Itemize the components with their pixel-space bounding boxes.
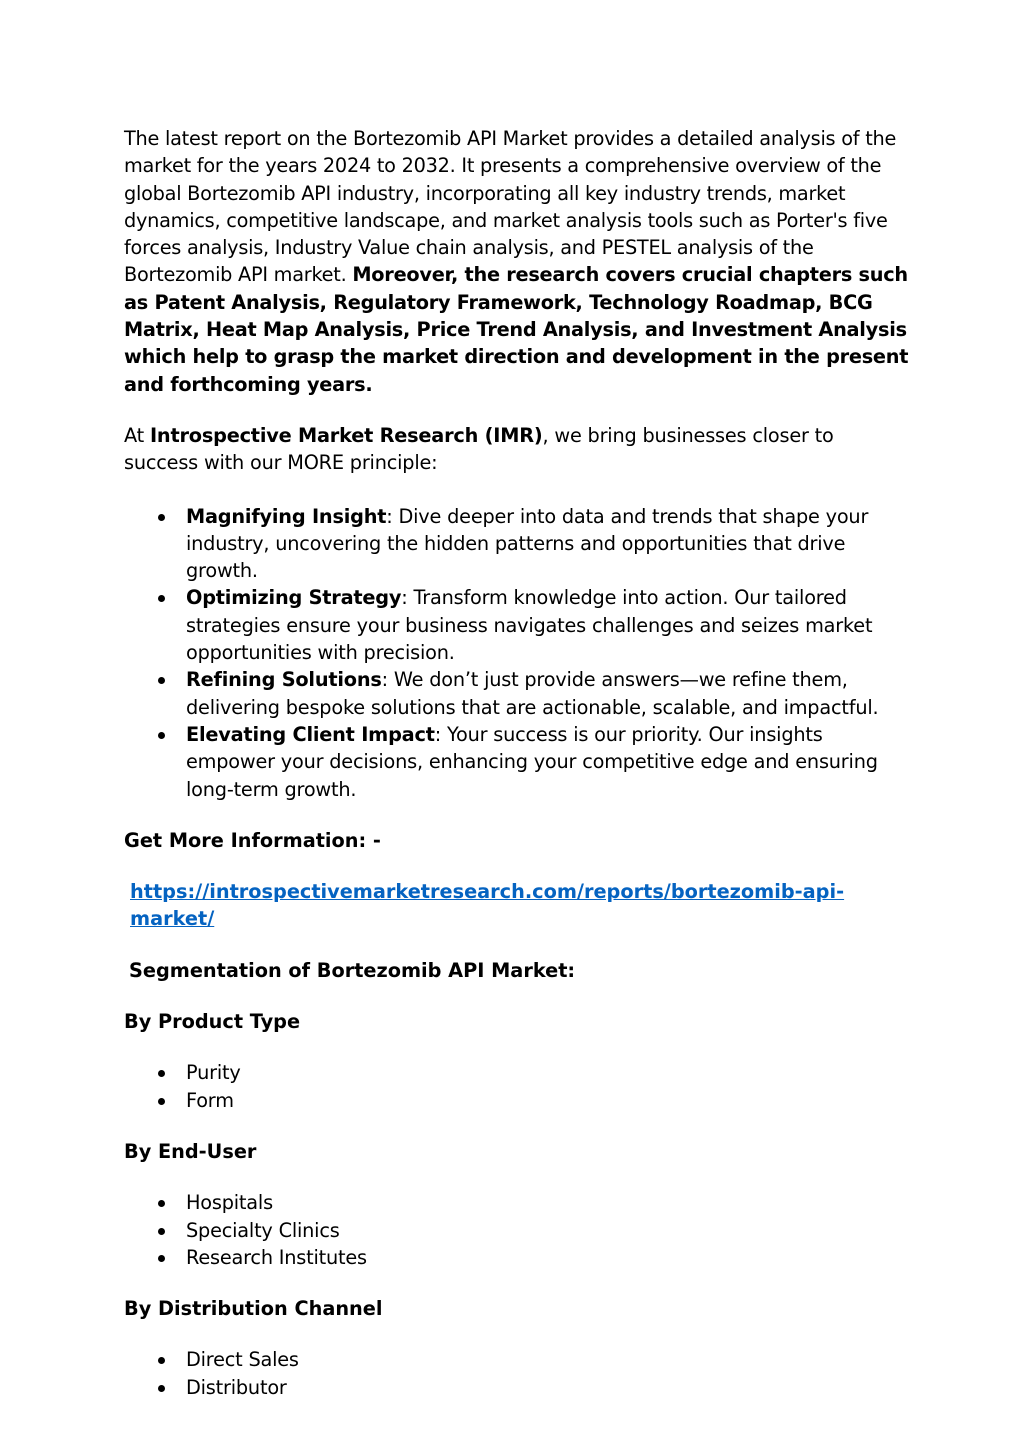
segmentation-title: Segmentation of Bortezomib API Market: xyxy=(129,958,576,982)
list-item xyxy=(124,721,909,803)
list-item-label: Direct Sales xyxy=(186,1348,299,1372)
principle-title: Elevating Client Impact xyxy=(186,722,435,746)
list-item xyxy=(124,1217,909,1244)
distribution-list xyxy=(124,1346,909,1401)
principle-text: : We don’t just provide answers—we refine them, delivering bespoke solutions that are actionable, scalable, and impactful. xyxy=(186,668,879,719)
list-item-label: Distributor xyxy=(186,1375,287,1399)
intro-text: The latest report on the Bortezomib API Market provides a detailed analysis of the market for the years 2024 to 2032. It presents a comprehensive overview of the global Bortezomib API industry, incorporating all key industry trends, market dynamics, competitive landscape, and market analysis tools such as Porter's five forces analysis, Industry Value chain analysis, and PESTEL analysis of the Bortezomib API market. xyxy=(124,127,897,287)
more-info-heading: Get More Information: - xyxy=(124,828,381,852)
end-user-list xyxy=(124,1189,909,1271)
list-item xyxy=(124,666,909,721)
imr-paragraph xyxy=(124,422,909,477)
bullet-icon xyxy=(158,1357,165,1364)
principles-list xyxy=(124,503,909,803)
list-item xyxy=(124,1189,909,1216)
document-page xyxy=(124,125,909,1425)
list-item xyxy=(124,1374,909,1401)
bullet-icon xyxy=(158,732,165,739)
bullet-icon xyxy=(158,514,165,521)
bullet-icon xyxy=(158,1255,165,1262)
principle-title: Refining Solutions xyxy=(186,668,382,692)
principle-text: : Dive deeper into data and trends that shape your industry, uncovering the hidden patterns and opportunities that drive growth. xyxy=(186,504,869,583)
principle-title: Magnifying Insight xyxy=(186,504,387,528)
principle-text: : Transform knowledge into action. Our tailored strategies ensure your business navigates challenges and seizes market opportunities with precision. xyxy=(186,586,873,665)
intro-paragraph xyxy=(124,125,909,398)
list-item xyxy=(124,1346,909,1373)
report-link[interactable]: https://introspectivemarketresearch.com/reports/bortezomib-api-market/ xyxy=(130,880,845,931)
principle-title: Optimizing Strategy xyxy=(186,586,402,610)
bullet-icon xyxy=(158,677,165,684)
list-item xyxy=(124,1244,909,1271)
bullet-icon xyxy=(158,1385,165,1392)
bullet-icon xyxy=(158,1070,165,1077)
imr-company-name: Introspective Market Research (IMR) xyxy=(149,423,543,447)
list-item-label: Research Institutes xyxy=(186,1245,367,1269)
principle-text: : Your success is our priority. Our insights empower your decisions, enhancing your competitive edge and ensuring long-term growth. xyxy=(186,722,878,801)
bullet-icon xyxy=(158,1228,165,1235)
list-item-label: Hospitals xyxy=(186,1191,273,1215)
list-item-label: Purity xyxy=(186,1061,241,1085)
imr-suffix: , we bring businesses closer to success with our MORE principle: xyxy=(124,423,834,475)
list-item xyxy=(124,584,909,666)
bullet-icon xyxy=(158,595,165,602)
intro-bold-text: Moreover, the research covers crucial chapters such as Patent Analysis, Regulatory Framework, Technology Roadmap, BCG Matrix, Heat Map Analysis, Price Trend Analysis, and Investment Analysis which help to grasp the market direction and development in the present and forthcoming years. xyxy=(124,263,909,396)
bullet-icon xyxy=(158,1200,165,1207)
report-link-line xyxy=(124,878,909,933)
imr-prefix: At xyxy=(124,423,150,447)
list-item xyxy=(124,1059,909,1086)
list-item xyxy=(124,503,909,585)
distribution-heading: By Distribution Channel xyxy=(124,1297,383,1321)
product-type-list xyxy=(124,1059,909,1114)
bullet-icon xyxy=(158,1098,165,1105)
list-item xyxy=(124,1087,909,1114)
product-type-heading: By Product Type xyxy=(124,1010,301,1034)
end-user-heading: By End-User xyxy=(124,1139,257,1163)
list-item-label: Specialty Clinics xyxy=(186,1218,340,1242)
list-item-label: Form xyxy=(186,1088,234,1112)
